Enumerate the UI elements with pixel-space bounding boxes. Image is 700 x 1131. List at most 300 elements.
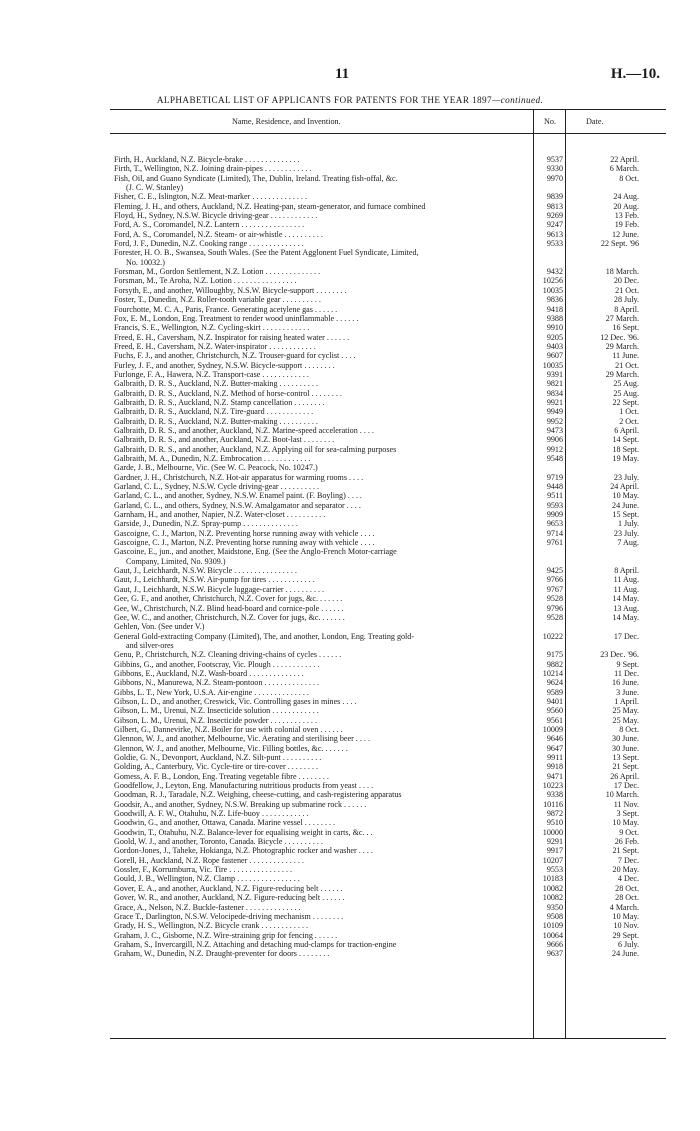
- entry-date: 21 Oct.: [615, 360, 639, 370]
- entry-date: 4 March.: [609, 902, 639, 912]
- entry-date: 9 Sept.: [616, 659, 639, 669]
- entry-number: 9473: [546, 425, 563, 435]
- entry-number: 9906: [546, 435, 563, 445]
- table-row: [0, 716, 700, 725]
- entry-date: 18 March.: [605, 267, 639, 277]
- entry-date: 13 Feb.: [614, 211, 639, 221]
- entry-number: 9589: [546, 687, 563, 697]
- table-top-rule: [110, 109, 666, 110]
- entry-number: 9291: [546, 837, 563, 847]
- table-row: [0, 501, 700, 510]
- entry-number: 9918: [546, 762, 563, 772]
- entry-number: 9548: [546, 454, 563, 463]
- entry-number: 9653: [546, 519, 563, 529]
- entry-number: 9796: [546, 603, 563, 613]
- table-row: [0, 267, 700, 276]
- entry-name-residence-invention: Goodsir, A., and another, Sydney, N.S.W. Breaking up submarine rock . . . . . .: [114, 799, 367, 809]
- entry-date: 10 Nov.: [613, 921, 639, 931]
- column-header-date: Date.: [586, 117, 604, 126]
- entry-number: 9175: [546, 650, 563, 660]
- entry-date: 26 April.: [610, 771, 639, 781]
- entry-date: 14 May.: [612, 594, 639, 604]
- entry-date: 22 Sept.: [612, 397, 639, 407]
- entry-number: 9761: [546, 538, 563, 548]
- entry-date: 11 Nov.: [613, 799, 639, 809]
- entry-date: 1 Oct.: [619, 407, 639, 417]
- entry-date: 25 May.: [612, 715, 639, 725]
- entry-name-residence-invention: Gee, G. F., and another, Christchurch, N.Z. Cover for jugs, &c. . . . . . .: [114, 594, 343, 604]
- entry-number: 9448: [546, 482, 563, 492]
- entry-name-residence-invention: Goodwill, A. F. W., Otahuhu, N.Z. Life-buoy . . . . . . . . . . . .: [114, 809, 309, 819]
- table-row: [0, 557, 700, 566]
- table-row: [0, 379, 700, 388]
- entry-date: 20 Dec.: [613, 276, 639, 286]
- entry-name-residence-invention: Grady, H. S., Wellington, N.Z. Bicycle crank . . . . . . . . . . . .: [114, 921, 309, 931]
- table-row: [0, 482, 700, 491]
- entry-number: 9247: [546, 220, 563, 230]
- entry-date: 17 Dec.: [613, 631, 639, 641]
- entry-name-residence-invention: Gibbs, L. T., New York, U.S.A. Air-engine . . . . . . . . . . . . . .: [114, 687, 309, 697]
- entry-number: 9637: [546, 949, 563, 959]
- table-row: [0, 491, 700, 500]
- entry-number: 9510: [546, 818, 563, 828]
- table-row: [0, 613, 700, 622]
- entry-date: 11 Aug.: [613, 575, 639, 585]
- entry-date: 21 Sept.: [612, 846, 639, 856]
- entry-name-residence-invention: Gossler, F., Korrumburra, Vic. Tire . . . . . . . . . . . . . . . .: [114, 865, 293, 875]
- entry-number: 9471: [546, 771, 563, 781]
- entry-date: 6 July.: [617, 939, 639, 949]
- table-row: [0, 183, 700, 192]
- table-row: [0, 370, 700, 379]
- entry-name-residence-invention: Gordon-Jones, J., Taheke, Hokianga, N.Z. Photographic rocker and washer . . . .: [114, 846, 373, 856]
- entry-number: 9949: [546, 407, 563, 417]
- entry-number: 9403: [546, 341, 563, 351]
- table-row: [0, 230, 700, 239]
- entry-date: 22 Sept. '96: [600, 239, 639, 249]
- entry-name-residence-invention: Gee, W., Christchurch, N.Z. Blind head-board and cornice-pole . . . . . .: [114, 603, 344, 613]
- entry-number: 9882: [546, 659, 563, 669]
- table-row: [0, 660, 700, 669]
- entry-date: 21 Oct.: [615, 285, 639, 295]
- table-row: [0, 155, 700, 164]
- entry-date: 29 Sept.: [612, 930, 639, 940]
- entry-number: 9839: [546, 192, 563, 202]
- entry-date: 10 May.: [612, 911, 639, 921]
- table-row: [0, 398, 700, 407]
- entry-date: 30 June.: [612, 743, 639, 753]
- entry-date: 8 April.: [614, 304, 639, 314]
- table-row: [0, 846, 700, 855]
- entry-name-residence-invention: Gee, W. C., and another, Christchurch, N.Z. Cover for jugs, &c. . . . . . .: [114, 612, 345, 622]
- table-row: [0, 389, 700, 398]
- table-row: [0, 837, 700, 846]
- entry-date: 12 June.: [612, 229, 639, 239]
- entry-date: 30 June.: [612, 734, 639, 744]
- table-row: [0, 809, 700, 818]
- entry-name-residence-invention: Fleming, J. H., and others, Auckland, N.Z. Heating-pan, steam-generator, and furnace combined: [114, 201, 426, 211]
- entry-number: 10222: [542, 631, 563, 641]
- entry-number: 9910: [546, 323, 563, 333]
- entry-name-residence-invention: Galbraith, D. R. S., and another, Auckland, N.Z. Applying oil for sea-calming purposes: [114, 444, 397, 454]
- entry-date: 10 March.: [605, 790, 639, 800]
- column-header-name: Name, Residence, and Invention.: [232, 117, 341, 126]
- entry-date: 19 Feb.: [614, 220, 639, 230]
- entry-name-residence-invention: Forsyth, E., and another, Willoughby, N.S.W. Bicycle-support . . . . . . . .: [114, 285, 347, 295]
- entry-number: 9952: [546, 416, 563, 426]
- entry-name-residence-invention: Gaut, J., Leichhardt, N.S.W. Bicycle luggage-carrier . . . . . . . . . .: [114, 584, 325, 594]
- entry-number: 9607: [546, 351, 563, 361]
- table-row: [0, 818, 700, 827]
- table-row: [0, 351, 700, 360]
- entry-date: 13 Sept.: [612, 753, 639, 762]
- table-row: [0, 949, 700, 958]
- entry-date: 19 May.: [612, 454, 639, 463]
- entry-name-residence-invention: Goodwin, G., and another, Ottawa, Canada. Marine vessel . . . . . . . .: [114, 818, 336, 828]
- entry-name-residence-invention: Garland, C. L., and others, Sydney, N.S.W. Amalgamator and separator . . . .: [114, 500, 361, 510]
- entry-date: 24 June.: [612, 500, 639, 510]
- entry-number: 9666: [546, 939, 563, 949]
- table-row: [0, 192, 700, 201]
- entry-number: 10035: [542, 285, 563, 295]
- table-row: [0, 566, 700, 575]
- entry-date: 15 Sept.: [612, 510, 639, 520]
- entry-name-residence-invention: Gomess, A. F. B., London, Eng. Treating vegetable fibre . . . . . . . .: [114, 771, 329, 781]
- entry-number: 9767: [546, 584, 563, 594]
- entry-date: 6 April.: [614, 425, 639, 435]
- table-row: [0, 650, 700, 659]
- entry-date: 7 Aug.: [617, 538, 639, 548]
- entry-number: 9834: [546, 388, 563, 398]
- entry-name-residence-invention: Foster, T., Dunedin, N.Z. Roller-tooth variable gear . . . . . . . . . .: [114, 295, 321, 305]
- entry-name-residence-invention: Gardner, J. H., Christchurch, N.Z. Hot-air apparatus for warming rooms . . . .: [114, 472, 364, 482]
- table-row: [0, 940, 700, 949]
- entry-date: 1 April.: [614, 696, 639, 706]
- entry-name-residence-invention: Firth, T., Wellington, N.Z. Joining drain-pipes . . . . . . . . . . . .: [114, 164, 312, 174]
- entry-number: 9719: [546, 472, 563, 482]
- table-row: [0, 734, 700, 743]
- entry-date: 13 Aug.: [613, 603, 639, 613]
- table-row: [0, 286, 700, 295]
- table-row: [0, 893, 700, 902]
- entry-number: 9917: [546, 846, 563, 856]
- entry-date: 1 July.: [617, 519, 639, 529]
- entry-name-residence-invention: Gaut, J., Leichhardt, N.S.W. Air-pump for tires . . . . . . . . . . . .: [114, 575, 315, 585]
- entry-name-residence-invention: Gibbons, E., Auckland, N.Z. Wash-board . . . . . . . . . . . . . .: [114, 668, 304, 678]
- entry-date: 20 May.: [612, 865, 639, 875]
- entry-name-residence-invention: Glennon, W. J., and another, Melbourne, Vic. Filling bottles, &c. . . . . . .: [114, 743, 348, 753]
- entry-name-residence-invention: Garland, C. L., and another, Sydney, N.S.W. Enamel paint. (F. Boyling) . . . .: [114, 491, 362, 501]
- entry-number: 10214: [542, 668, 563, 678]
- table-row: [0, 314, 700, 323]
- table-row: [0, 454, 700, 463]
- table-row: [0, 790, 700, 799]
- entry-name-residence-invention: Forsman, M., Te Aroha, N.Z. Lotion . . . . . . . . . . . . . . . .: [114, 276, 297, 286]
- entry-name-residence-invention: Ford, J. F., Dunedin, N.Z. Cooking range . . . . . . . . . . . . . .: [114, 239, 304, 249]
- table-row: [0, 239, 700, 248]
- entry-number: 9714: [546, 528, 563, 538]
- entry-name-residence-invention: Fuchs, F. J., and another, Christchurch, N.Z. Trouser-guard for cyclist . . . .: [114, 351, 356, 361]
- entry-name-residence-invention: Gibson, L. M., Urenui, N.Z. Insecticide powder . . . . . . . . . . . .: [114, 715, 317, 725]
- entry-number: 9911: [547, 753, 563, 762]
- table-row: [0, 248, 700, 257]
- entry-number: 9418: [546, 304, 563, 314]
- entry-name-residence-invention: Galbraith, D. R. S., Auckland, N.Z. Method of horse-control . . . . . . . .: [114, 388, 342, 398]
- entry-date: 24 Aug.: [613, 192, 639, 202]
- entry-date: 24 April.: [610, 482, 639, 492]
- table-row: [0, 884, 700, 893]
- table-header-rule: [110, 133, 666, 134]
- table-row: [0, 211, 700, 220]
- entry-name-residence-invention: Freed, E. H., Caversham, N.Z. Inspirator for raising heated water . . . . . .: [114, 332, 350, 342]
- entry-number: 9553: [546, 865, 563, 875]
- entry-name-residence-invention: Galbraith, D. R. S., and another, Auckland, N.Z. Boot-last . . . . . . . .: [114, 435, 335, 445]
- table-row: [0, 874, 700, 883]
- entry-name-residence-invention: Garde, J. B., Melbourne, Vic. (See W. C. Peacock, No. 10247.): [114, 463, 318, 473]
- entry-number: 9836: [546, 295, 563, 305]
- entry-name-residence-invention: Gehlen, Von. (See under V.): [114, 622, 205, 632]
- entry-name-residence-invention: Fish, Oil, and Guano Syndicate (Limited), The, Dublin, Ireland. Treating fish-offal, &c.: [114, 173, 398, 183]
- table-row: [0, 622, 700, 631]
- entry-date: 4 Dec.: [617, 874, 639, 884]
- entry-number: 10183: [542, 874, 563, 884]
- entry-number: 9970: [546, 173, 563, 183]
- entry-number: 9872: [546, 809, 563, 819]
- page-title: [0, 95, 700, 105]
- table-row: [0, 931, 700, 940]
- table-row: [0, 641, 700, 650]
- table-row: [0, 435, 700, 444]
- table-row: [0, 632, 700, 641]
- entry-name-residence-invention: Goldie, G. N., Devonport, Auckland, N.Z. Silt-punt . . . . . . . . . .: [114, 753, 322, 762]
- entry-date: 8 April.: [614, 566, 639, 576]
- entry-date: 25 Aug.: [613, 379, 639, 389]
- table-row: [0, 276, 700, 285]
- entry-name-residence-invention: Galbraith, D. R. S., and another, Auckland, N.Z. Marine-speed acceleration . . . .: [114, 425, 374, 435]
- entry-name-residence-invention: Gibson, L. D., and another, Creswick, Vic. Controlling gases in mines . . . .: [114, 696, 357, 706]
- entry-date: 28 July.: [613, 295, 639, 305]
- entry-date: 27 March.: [605, 313, 639, 323]
- entry-number: 9401: [546, 696, 563, 706]
- entry-date: 10 May.: [612, 491, 639, 501]
- table-row: [0, 800, 700, 809]
- entry-date: 2 Oct.: [619, 416, 639, 426]
- table-row: [0, 912, 700, 921]
- entry-number: 9269: [546, 211, 563, 221]
- table-row: [0, 519, 700, 528]
- entry-date: 25 May.: [612, 706, 639, 716]
- entry-number: 9350: [546, 902, 563, 912]
- table-row: [0, 575, 700, 584]
- entry-number: 9613: [546, 229, 563, 239]
- entry-name-residence-invention: Gascoine, E., jun., and another, Maidstone, Eng. (See the Anglo-French Motor-carriage: [114, 547, 397, 557]
- entry-name-residence-invention: Fourchotte, M. C. A., Paris, France. Generating acetylene gas . . . . . .: [114, 304, 338, 314]
- entry-date: 8 Oct.: [619, 173, 639, 183]
- entry-name-residence-invention: Garnham, H., and another, Napier, N.Z. Water-closet . . . . . . . . . .: [114, 510, 326, 520]
- entry-name-residence-invention: Furley, J. F., and another, Sydney, N.S.W. Bicycle-support . . . . . . . .: [114, 360, 335, 370]
- entry-number: 10035: [542, 360, 563, 370]
- applicants-table: [0, 155, 700, 959]
- entry-name-residence-invention: Graham, W., Dunedin, N.Z. Draught-preventer for doors . . . . . . . .: [114, 949, 330, 959]
- entry-name-residence-invention: Galbraith, D. R. S., Auckland, N.Z. Butter-making . . . . . . . . . .: [114, 416, 318, 426]
- table-row: [0, 762, 700, 771]
- entry-name-residence-invention: Galbraith, M. A., Dunedin, N.Z. Embrocation . . . . . . . . . . . .: [114, 454, 311, 463]
- table-row: [0, 445, 700, 454]
- entry-name-residence-invention: Goodfellow, J., Leyton, Eng. Manufacturing nutritious products from yeast . . . .: [114, 781, 374, 791]
- entry-name-residence-invention: Fisher, C. E., Islington, N.Z. Meat-marker . . . . . . . . . . . . . .: [114, 192, 308, 202]
- entry-name-residence-invention: Gibson, L. M., Urenui, N.Z. Insecticide solution . . . . . . . . . . . .: [114, 706, 319, 716]
- table-row: [0, 547, 700, 556]
- entry-date: 3 June.: [616, 687, 639, 697]
- entry-date: 14 Sept.: [612, 435, 639, 445]
- entry-name-residence-invention: Goodwin, T., Otahuhu, N.Z. Balance-lever for equalising weight in carts, &c. . .: [114, 827, 373, 837]
- entry-number: 9508: [546, 911, 563, 921]
- entry-name-residence-invention: Gibbins, G., and another, Footscray, Vic. Plough . . . . . . . . . . . .: [114, 659, 320, 669]
- entry-name-residence-invention: Gibbons, N., Manurewa, N.Z. Steam-pontoon . . . . . . . . . . . . . .: [114, 678, 320, 688]
- entry-number: 9338: [546, 790, 563, 800]
- entry-date: 20 Aug.: [613, 201, 639, 211]
- entry-name-residence-invention: Forsman, M., Gordon Settlement, N.Z. Lotion . . . . . . . . . . . . . .: [114, 267, 321, 277]
- entry-date: 29 March.: [605, 369, 639, 379]
- table-row: [0, 417, 700, 426]
- entry-date: 7 Dec.: [617, 855, 639, 865]
- table-row: [0, 585, 700, 594]
- table-row: [0, 473, 700, 482]
- entry-name-residence-invention: Gaut, J., Leichhardt, N.S.W. Bicycle . . . . . . . . . . . . . . . .: [114, 566, 297, 576]
- table-row: [0, 856, 700, 865]
- document-code: H.—10.: [610, 66, 660, 82]
- table-row: [0, 594, 700, 603]
- table-row: [0, 333, 700, 342]
- entry-date: 22 April.: [610, 155, 639, 164]
- entry-name-residence-invention: Garland, C. L., Sydney, N.S.W. Cycle driving-gear . . . . . . . . . .: [114, 482, 320, 492]
- table-row: [0, 753, 700, 762]
- entry-name-residence-invention: Galbraith, D. R. S., Auckland, N.Z. Butter-making . . . . . . . . . .: [114, 379, 318, 389]
- table-row: [0, 323, 700, 332]
- entry-date: 16 Sept.: [612, 323, 639, 333]
- entry-name-residence-invention: Grace T., Darlington, N.S.W. Velocipede-driving mechanism . . . . . . . .: [114, 911, 344, 921]
- entry-name-residence-invention: Floyd, H., Sydney, N.S.W. Bicycle driving-gear . . . . . . . . . . . .: [114, 211, 318, 221]
- entry-date: 14 May.: [612, 612, 639, 622]
- entry-date: 28 Oct.: [615, 893, 639, 903]
- column-header-no: No.: [544, 117, 557, 126]
- table-row: [0, 164, 700, 173]
- table-row: [0, 361, 700, 370]
- entry-number: 10116: [543, 799, 563, 809]
- table-row: [0, 342, 700, 351]
- entry-name-residence-invention: Ford, A. S., Coromandel, N.Z. Lantern . . . . . . . . . . . . . . . .: [114, 220, 305, 230]
- entry-number: 9647: [546, 743, 563, 753]
- table-row: [0, 604, 700, 613]
- entry-number: 9537: [546, 155, 563, 164]
- table-row: [0, 426, 700, 435]
- table-row: [0, 220, 700, 229]
- entry-date: 29 March.: [605, 341, 639, 351]
- table-row: [0, 706, 700, 715]
- entry-name-residence-invention: Ford, A. S., Coromandel, N.Z. Steam- or air-whistle . . . . . . . . . .: [114, 229, 323, 239]
- entry-number: 9821: [546, 379, 563, 389]
- entry-date: 6 March.: [609, 164, 639, 174]
- entry-name-residence-invention: Gilbert, G., Dannevirke, N.Z. Boiler for use with colonial oven . . . . . .: [114, 724, 343, 734]
- entry-date: 18 Sept.: [612, 444, 639, 454]
- entry-date: 16 June.: [612, 678, 639, 688]
- table-row: [0, 463, 700, 472]
- entry-name-residence-invention: Furlonge, F. A., Hawera, N.Z. Transport-case . . . . . . . . . . . .: [114, 369, 309, 379]
- table-row: [0, 781, 700, 790]
- entry-number: 9766: [546, 575, 563, 585]
- entry-number: 9330: [546, 164, 563, 174]
- entry-name-residence-invention: No. 10032.): [126, 257, 165, 267]
- entry-number: 9646: [546, 734, 563, 744]
- table-row: [0, 258, 700, 267]
- entry-date: 25 Aug.: [613, 388, 639, 398]
- entry-date: 11 June.: [612, 351, 639, 361]
- entry-name-residence-invention: Galbraith, D. R. S., Auckland, N.Z. Stamp cancellation . . . . . . . .: [114, 397, 325, 407]
- entry-number: 9912: [546, 444, 563, 454]
- entry-name-residence-invention: Fox, E. M., London, Eng. Treatment to render wood uninflammable . . . . . .: [114, 313, 359, 323]
- entry-name-residence-invention: Garside, J., Dunedin, N.Z. Spray-pump . . . . . . . . . . . . . .: [114, 519, 298, 529]
- entry-number: 10223: [542, 781, 563, 791]
- entry-name-residence-invention: Francis, S. E., Wellington, N.Z. Cycling-skirt . . . . . . . . . . . .: [114, 323, 310, 333]
- table-bottom-rule: [110, 1038, 666, 1039]
- entry-name-residence-invention: Gascoigne, C. J., Marton, N.Z. Preventing horse running away with vehicle . . . .: [114, 528, 375, 538]
- entry-name-residence-invention: Forester, H. O. B., Swansea, South Wales. (See the Patent Agglonent Fuel Syndicate, Limited,: [114, 248, 419, 258]
- entry-name-residence-invention: General Gold-extracting Company (Limited), The, and another, London, Eng. Treating gold-: [114, 631, 415, 641]
- entry-number: 10256: [542, 276, 563, 286]
- table-row: [0, 678, 700, 687]
- entry-number: 9391: [546, 369, 563, 379]
- entry-name-residence-invention: and silver-ores: [126, 640, 174, 650]
- entry-date: 23 Dec. '96.: [600, 650, 639, 660]
- entry-date: 11 Dec.: [614, 668, 639, 678]
- page-number: 11: [335, 66, 350, 82]
- title-continued: —continued.: [492, 95, 544, 105]
- entry-number: 9561: [546, 715, 563, 725]
- entry-name-residence-invention: Company, Limited, No. 9309.): [126, 556, 226, 566]
- entry-date: 21 Sept.: [612, 762, 639, 772]
- entry-name-residence-invention: Gorell, H., Auckland, N.Z. Rope fastener . . . . . . . . . . . . . .: [114, 855, 304, 865]
- entry-name-residence-invention: Freed, E. H., Caversham, N.Z. Water-inspirator . . . . . . . . . . . .: [114, 341, 316, 351]
- entry-date: 11 Aug.: [613, 584, 639, 594]
- entry-name-residence-invention: Golding, A., Canterbury, Vic. Cycle-tire or tire-cover . . . . . . . .: [114, 762, 319, 772]
- entry-date: 23 July.: [613, 472, 639, 482]
- table-row: [0, 865, 700, 874]
- table-row: [0, 697, 700, 706]
- entry-number: 9593: [546, 500, 563, 510]
- entry-name-residence-invention: Glennon, W. J., and another, Melbourne, Vic. Aerating and sterilising beer . . . .: [114, 734, 370, 744]
- table-row: [0, 688, 700, 697]
- entry-date: 10 May.: [612, 818, 639, 828]
- entry-name-residence-invention: Gover, W. R., and another, Auckland, N.Z. Figure-reducing belt . . . . . .: [114, 893, 345, 903]
- entry-name-residence-invention: Grace, A., Nelson, N.Z. Buckle-fastener . . . . . . . . . . . . . .: [114, 902, 301, 912]
- table-row: [0, 202, 700, 211]
- entry-number: 10082: [542, 893, 563, 903]
- entry-number: 9205: [546, 332, 563, 342]
- entry-name-residence-invention: Goold, W. J., and another, Toronto, Canada. Bicycle . . . . . . . . . .: [114, 837, 323, 847]
- entry-number: 9921: [546, 397, 563, 407]
- entry-name-residence-invention: Genu, P., Christchurch, N.Z. Cleaning driving-chains of cycles . . . . . .: [114, 650, 342, 660]
- entry-name-residence-invention: Goodman, R. J., Taradale, N.Z. Weighing, cheese-cutting, and cash-registering apparatus: [114, 790, 402, 800]
- entry-number: 10109: [542, 921, 563, 931]
- entry-name-residence-invention: Gascoigne, C. J., Marton, N.Z. Preventing horse running away with vehicle . . . .: [114, 538, 375, 548]
- table-row: [0, 407, 700, 416]
- entry-date: 28 Oct.: [615, 883, 639, 893]
- entry-number: 9511: [547, 491, 563, 501]
- entry-date: 3 Sept.: [616, 809, 639, 819]
- table-row: [0, 538, 700, 547]
- entry-number: 9909: [546, 510, 563, 520]
- table-row: [0, 725, 700, 734]
